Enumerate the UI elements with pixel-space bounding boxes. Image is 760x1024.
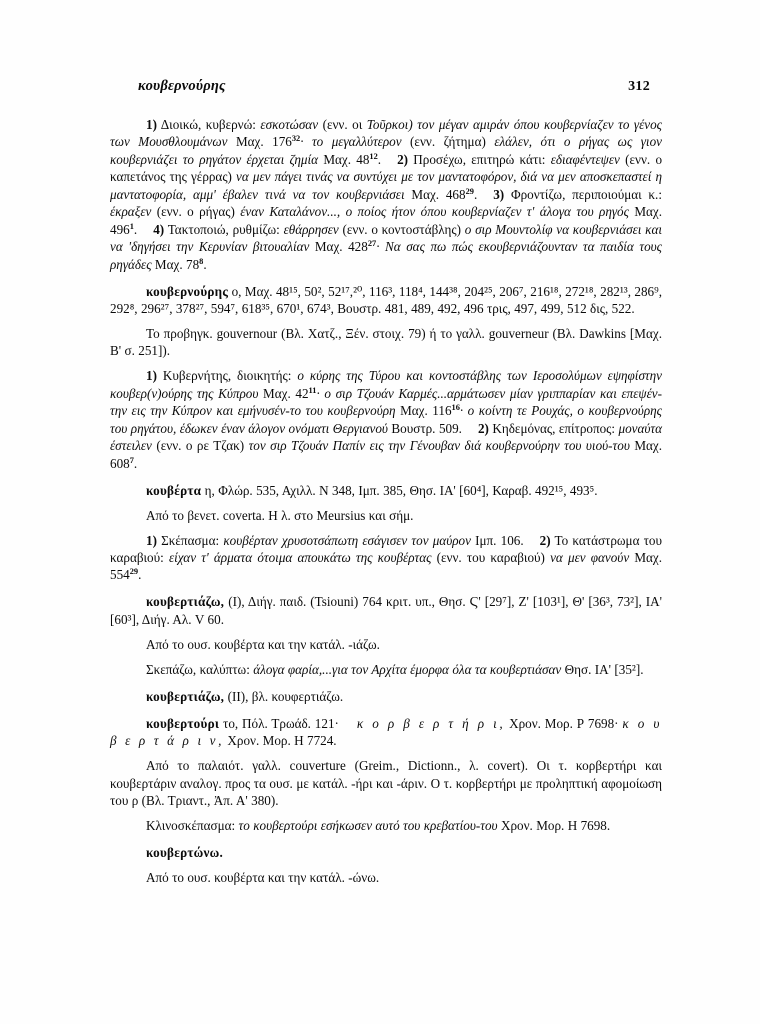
sense-number: 4) [153,221,165,237]
variant-form: κ ο υ β ε ρ τ ά ρ ι ν, [110,715,663,749]
entry-kouverta [110,482,662,499]
sense-definition: Το κατάστρωμα του καραβιού: [110,532,662,565]
etymology-text: Από το ουσ. κουβέρτα και την κατάλ. -ώνω. [146,869,380,885]
line-number: 1 [129,221,134,231]
sense-definition: Σκέπασμα: [161,532,220,548]
line-number: 16 [451,403,460,413]
sense-number: 1) [146,368,157,384]
line-number: 7 [129,455,134,465]
sense-number: 2) [539,532,551,548]
citation: · το μεγαλλύτερον [300,134,402,150]
source-reference: Μαχ. 116 [400,403,452,419]
punct: . [203,256,207,272]
citation: ο κύρης της Τύρου και κοντοστάβλης των Ιεροσολύμων εψηφίστην κουβερ(ν)ούρης της Κύπρου [110,368,662,401]
source-reference: Χρον. Μορ. Η 7698. [500,817,611,833]
source-reference: Μαχ. 48 [323,151,370,167]
reference-list: (Ι), Διήγ. παιδ. (Tsiouni) 764 κριτ. υπ., Θησ. Ϛ' [29⁷], Ζ' [103¹], Θ' [36³, 73²], ΙΑ' [60³], Διήγ. Αλ. V 60. [110,594,662,627]
citation: έναν Καταλάνον..., ο ποίος ήτον όπου κουβερνίαζεν τ' άλογα του ρηγός [240,204,629,220]
entry-kouvertono [110,844,662,861]
etymology-kouvertiazo-1 [110,636,662,653]
citation: · ο σιρ Τζουάν Καρμές...αρμάτωσεν μίαν γριππαρίαν και επεψέν-την εις την Κύπρον και εμήνυσέν-το του κουβερνούρη [110,385,662,419]
etymology-kouvernouris [110,325,662,360]
citation: ο σιρ Μουντολίφ να κουβερνιάσει και να 'δηγήσει την Κερυνίαν βιτουαλίαν [110,221,663,255]
citation: εθάρρησεν [283,221,339,237]
citation-gloss: (ενν. του καραβιού) [436,549,545,565]
punct: . [473,186,478,202]
entry-senses-kouvernouris [110,367,662,472]
line-number: 27 [367,239,377,249]
page-number: 312 [628,79,650,94]
sense-definition: Κλινοσκέπασμα: [146,817,236,833]
citation-name: Τοῦρκοι [366,117,409,132]
entry-lemma: κουβέρτα [146,482,202,498]
etymology-text: Το προβηγκ. gouvernour (Βλ. Χατζ., Ξέν. στοιχ. 79) ή το γαλλ. gouverneur (Βλ. Dawkins [Μαχ. Β' σ. 251]). [110,325,662,359]
variant-form: κ ο ρ β ε ρ τ ή ρ ι, [356,715,506,731]
entry-lemma: κουβερνούρης [146,283,229,299]
etymology-text: Από το παλαιότ. γαλλ. couverture (Greim., Dictionn., λ. covert). Οι τ. κορβερτήρι και κουβερτάριν αναλογ. προς τα ουσ. με κατάλ. -ήρι και -άριν. Ο τ. κορβερτήρι με προληπτική αφομοίωση του ρ (Βλ. Τριαντ., Ἀπ. Α' 380). [110,758,662,808]
sense-definition: Σκεπάζω, καλύπτω: [146,661,250,677]
entry-lemma: κουβερτιάζω, [146,594,225,610]
line-number: 8 [199,256,204,266]
citation: εδιαφέντεψεν [550,151,620,167]
sense-definition: Διοικώ, κυβερνώ: [160,117,256,132]
punct: . [133,221,138,237]
source-reference: Ιμπ. 106. [475,532,524,548]
citation: έκραξεν [110,204,152,220]
cross-reference: (ΙΙ), βλ. κουφερτιάζω. [227,688,344,704]
citation: εσκοτώσαν [260,117,319,132]
etymology-kouvertouri [110,757,662,809]
source-reference: Μαχ. 608 [110,438,663,471]
running-head-lemma: κουβερνούρης [138,78,226,94]
line-number: 12 [369,151,378,161]
source-reference: Μαχ. 496 [110,204,662,237]
citation-gloss: (ενν. οι [322,117,363,132]
citation: να μεν πάγει τινάς να συντύχει με τον μαντατοφόρον, διά να μεν αποσκεπαστεί η μαντατοφορία, αμμ' έβαλεν τινά να τον κουβερνιάσει [110,169,662,202]
line-number: 29 [465,186,474,196]
reference-list: ο, Μαχ. 48¹⁵, 50², 52¹⁷,²⁰, 116³, 118⁴, 144³⁸, 204²⁵, 206⁷, 216¹⁸, 272¹⁸, 282¹³, 286⁹, 292⁸, 296²⁷, 378²⁷, 594⁷, 618³⁵, 670¹, 674³, Βουστρ. 481, 489, 492, 496 τρις, 497, 499, 512 δις, 522. [110,283,662,317]
sense-number: 2) [397,151,409,167]
line-number: 29 [129,567,139,577]
line-number: 32 [291,134,301,144]
citation: το κουβερτούρι εσήκωσεν αυτό του κρεβατίου-του [238,817,498,833]
source-reference: Μαχ. 176 [235,134,292,150]
entry-lemma: κουβερτώνω. [146,844,224,860]
etymology-text: Από το βενετ. coverta. Η λ. στο Meursius και σήμ. [146,507,414,523]
reference-list: η, Φλώρ. 535, Αχιλλ. Ν 348, Ιμπ. 385, Θησ. ΙΑ' [60⁴], Καραβ. 492¹⁵, 493⁵. [204,482,598,498]
source-reference: Θησ. ΙΑ' [35²]. [564,661,644,677]
entry-lemma: κουβερτιάζω, [146,688,225,704]
citation: τον σιρ Τζουάν Παπίν εις την Γένουβαν διά κουβερνούρην του υιού-του [248,438,630,454]
citation: άλογα φαρία,...για τον Αρχίτα έμορφα όλα τα κουβερτιάσαν [253,661,562,677]
entry-sense-kouvertiazo-1 [110,661,662,678]
citation: ) τον μέγαν αμιράν όπου κουβερνίαζεν το γένος των Μουσθλουμάνων [110,117,662,150]
citation: μοναύτα έστειλεν [110,420,663,454]
reference-list: το, Πόλ. Τρωάδ. 121· [223,715,339,731]
sense-definition: Κυβερνήτης, διοικητής: [162,368,292,384]
punct: . [133,455,138,471]
citation: ελάλεν, ότι ο ρήγας ως γιον κουβερνιάζει το ρηγάτον έρχεται ζημία [110,134,662,167]
etymology-text: Από το ουσ. κουβέρτα και την κατάλ. -ιάζω. [146,636,380,652]
sense-number: 1) [146,117,157,132]
citation-gloss: (ενν. ο ρε Τζακ) [156,438,245,454]
citation: · Να σας πω πώς εκουβερνιάζουνταν τα παιδία τους ρηγάδες [110,239,662,272]
citation-gloss: (ενν. ο κοντοστάβλης) [342,221,461,237]
source-reference: Βουστρ. 509. [391,420,462,436]
entry-kouvertiazo-1 [110,593,662,628]
line-number: 11 [308,385,317,395]
sense-definition: Προσέχω, επιτηρώ κάτι: [413,151,546,167]
citation: κουβέρταν χρυσοτσάπωτη εσάγισεν τον μαύρον [223,532,471,548]
source-reference: Μαχ. 428 [314,239,368,255]
running-head [138,78,660,100]
entry-lemma: κουβερτούρι [146,715,220,731]
sense-number: 1) [146,532,157,548]
source-reference: Μαχ. 78 [154,256,200,272]
citation-gloss: (ενν. ο ρήγας) [156,204,235,220]
source-reference: Μαχ. 42 [263,385,309,401]
sense-number: 2) [477,420,489,436]
citation-gloss: (ενν. ο καπετάνος της γέρρας) [110,151,663,185]
entry-senses-kouverta [110,532,662,584]
entry-kouvertouri [110,715,662,750]
sense-definition: Κηδεμόνας, επίτροπος: [492,420,616,436]
sense-definition: Τακτοποιώ, ρυθμίζω: [167,221,280,237]
entry-senses-kouverniazo [110,116,662,273]
source-reference: Μαχ. 468 [411,186,466,202]
source-reference: Χρον. Μορ. Η 7724. [227,733,337,749]
citation-gloss: (ενν. ζήτημα) [410,134,486,150]
citation: είχαν τ' άρματα ότοιμα απουκάτω της κουβέρτας [168,549,432,565]
source-reference: Χρον. Μορ. Ρ 7698· [509,715,619,731]
entry-kouvertiazo-2 [110,688,662,705]
entry-kouvernouris [110,283,662,318]
etymology-kouvertono [110,869,662,886]
punct: . [138,567,142,583]
citation: · ο κοίντη τε Ρουχάς, ο κουβερνούρης του ρηγάτου, έδωκεν έναν άλογον ονόματι Θεργιανού [110,403,663,436]
entry-sense-kouvertouri [110,817,662,834]
source-reference: Μαχ. 554 [110,549,663,583]
citation: να μεν φανούν [550,549,630,565]
punct: . [377,151,382,167]
etymology-kouverta [110,507,662,524]
sense-number: 3) [493,186,505,202]
text-column [110,116,662,887]
sense-definition: Φροντίζω, περιποιούμαι κ.: [510,186,662,202]
